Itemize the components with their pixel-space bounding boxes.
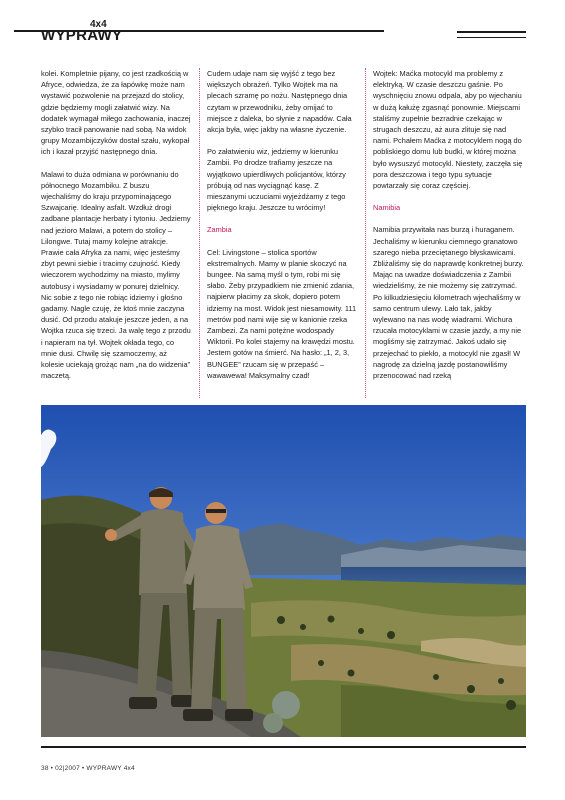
header-rule-right-bottom bbox=[457, 37, 526, 38]
column-divider bbox=[365, 68, 366, 398]
paragraph: Po załatwieniu wiz, jedziemy w kierunku Zambii. Po drodze trafiamy jeszcze na wyjątkowo upierdliwych policjantów, którzy próbują od nas wyciągnąć kasę. Z mieszanymi uczuciami wyjeżdżamy z tego pięknego kraju. Jeszcze tu wrócimy! bbox=[207, 147, 346, 213]
footer-rule bbox=[41, 746, 526, 748]
article-column-1 bbox=[41, 68, 191, 392]
column-divider bbox=[199, 68, 200, 398]
paragraph: Namibia przywitała nas burzą i huraganem. Jechaliśmy w kierunku ciemnego granatowo szarego nieba przeciętanego błyskawicami. Zbliżaliśmy się do naprawdę konkretnej burzy. Mając na uwadze doświadczenia z Zambii wiedzieliśmy, że nie możemy się zatrzymać. Po kilkudziesięciu kilometrach wjechaliśmy w samo centrum ulewy. Lało tak, jakby wylewano na nas wodę wiadrami. Wichura rzucała motocyklami w czasie jazdy, a my nie mogliśmy się zatrzymać. Jakoś udało się przejechać to piekło, a motocykl nie zgasł! W nagrodę za dzielną jazdę postanowiliśmy przenocować nad rzeką bbox=[373, 225, 524, 381]
article-column-3 bbox=[373, 68, 524, 392]
section-heading-zambia: Zambia bbox=[207, 225, 232, 235]
paragraph: Wojtek: Maćka motocykl ma problemy z elektryką. W czasie deszczu gaśnie. Po wyschnięciu znowu odpala, aby po wjechaniu w dużą kałużę zgasnąć ponownie. Miejscami staliśmy zupełnie bezradnie czekając w strugach deszczu, aż aura zlituje się nad nami. Pchałem Maćka z motocyklem nogą do pobliskiego domu lub budki, w której można było wysuszyć motocykl. Niestety, zaczęła się pora deszczowa i tego typu sytuacje powtarzały się coraz częściej. bbox=[373, 69, 523, 191]
page-footer: 38 • 02|2007 • WYPRAWY 4x4 bbox=[41, 765, 135, 772]
article-column-2 bbox=[207, 68, 357, 392]
paragraph: Cel: Livingstone – stolica sportów ekstremalnych. Mamy w planie skoczyć na bungee. Na samą myśl o tym, robi mi się słabo. Żeby przypadkiem nie zmienić zdania, najpierw płacimy za skok, dopiero potem idziemy na most. Widok jest niesamowity. 111 metrów pod nami wije się w kanionie rzeka Zambezi. Za nami potężne wodospady Wiktorii. Po kolei stajemy na krawędzi mostu. Jestem gotów na śmierć. Na hasło: „1, 2, 3, BUNGEE” rzucam się w przepaść – wawawewa! Maksymalny czad! bbox=[207, 247, 357, 380]
paragraph: kolei. Kompletnie pijany, co jest rzadkością w Afryce, odwiedza, że za łapówkę może nam wystawić pozwolenie na przejazd do stolicy, gdzie będziemy mogli załatwić wizy. Na dodatek wymagał miłego zachowania, inaczej szybko tracił panowanie nad sobą. Na widok grupy Mozambijczyków dostał szału, wykopał ich i kazał przyjść następnego dnia. bbox=[41, 69, 191, 157]
article-photo bbox=[41, 405, 526, 737]
paragraph: Cudem udaje nam się wyjść z tego bez większych obrażeń. Tylko Wojtek ma na plecach szramę po nożu. Następnego dnia czytam w przewodniku, żeby omijać to miejsce z daleka, bo słynie z napadów. Cała akcja była, więc jakby na własne życzenie. bbox=[207, 69, 352, 135]
header-rule-right-top bbox=[457, 31, 526, 33]
brand-4x4: 4x4 bbox=[90, 19, 107, 30]
section-heading-namibia: Namibia bbox=[373, 203, 401, 213]
paragraph: Malawi to duża odmiana w porównaniu do północnego Mozambiku. Z buszu wjechaliśmy do kraju przypominającego Szwajcarię. Idealny asfalt. Wzdłuż drogi zadbane plantacje herbaty i tytoniu. Jedziemy nad jezioro Malawi, a potem do stolicy – Lilongwe. Tutaj mamy kolejne atrakcje. Prawie cała Afryka za nami, więc jesteśmy zbyt pewni siebie i tracimy czujność. Kiedy wieczorem wychodzimy na miasto, mylimy autobusy i wysiadamy w ponurej dzielnicy. Nic sobie z tego nie robiąc idziemy i głośno gadamy. Nagle czuję, że ktoś mnie zaczyna dusić. Od przodu atakuje jeszcze jeden, a na Wojtka rzuca się trzeci. Ja walę tego z przodu i napieram na tył. Wojtek okłada tego, co mnie dusi. Chwilę się szamoczemy, aż kolesie uciekają grożąc nam „na do widzenia” maczetą. bbox=[41, 169, 191, 381]
brand-wyprawy: WYPRAWY bbox=[41, 27, 123, 44]
